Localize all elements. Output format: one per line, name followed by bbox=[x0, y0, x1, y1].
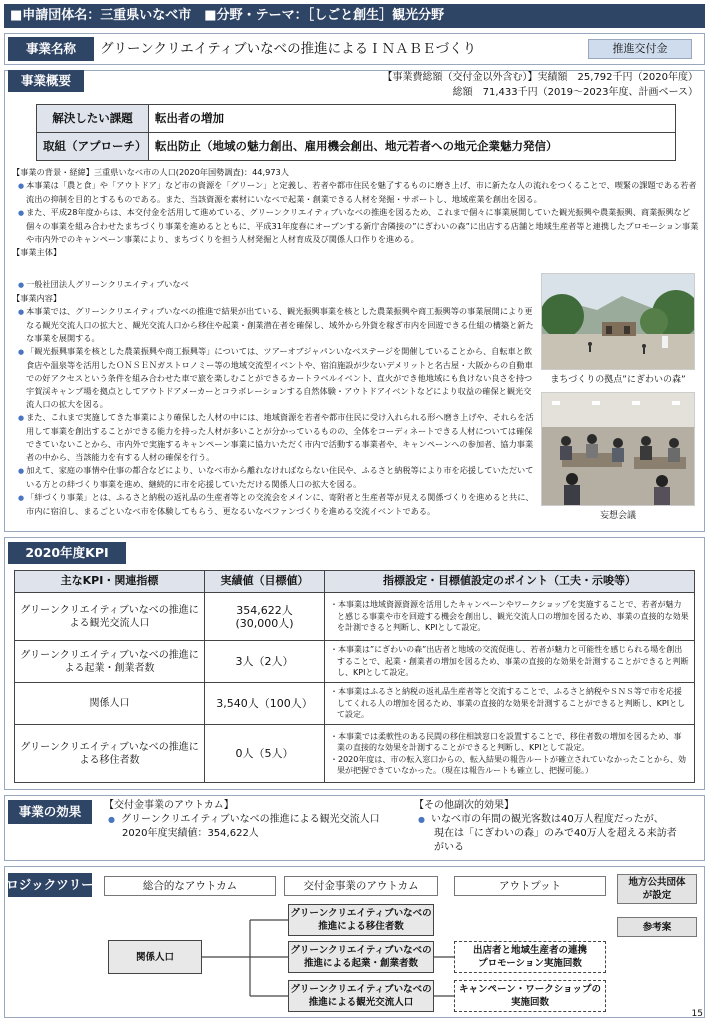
kpi-header: 主なKPI・関連指標 bbox=[15, 571, 205, 593]
local-gov-line: が設定 bbox=[642, 890, 672, 901]
other-line: 現在は「にぎわいの森」のみで40万人を超える来訪者 bbox=[434, 828, 677, 839]
kpi-actual-value: 3,540人（100人） bbox=[205, 683, 325, 725]
photo1-caption: まちづくりの拠点”にぎわいの森” bbox=[550, 375, 686, 385]
col-grant-outcome: 交付金事業のアウトカム bbox=[284, 876, 438, 896]
kpi-note-item: ・ 本事業では柔軟性のある民間の移住相談窓口を設置することで、移住者数の増加を図るため、事業の直接的な効果を計測することができると判断し、KPIとして設定。 bbox=[337, 731, 689, 754]
effects-label: 事業の効果 bbox=[8, 800, 92, 824]
node-line: プロモーション実施回数 bbox=[478, 958, 582, 969]
outcome-value: 2020年度実績値：354,622人 bbox=[122, 828, 259, 839]
kpi-target-value: (30,000人) bbox=[235, 616, 294, 630]
applicant-header: ■申請団体名：三重県いなべ市 ■分野・テーマ：［しごと創生］観光分野 bbox=[4, 4, 705, 28]
logic-root-node: 関係人口 bbox=[108, 940, 202, 974]
kpi-name: グリーンクリエイティブいなべの推進による起業・創業者数 bbox=[15, 641, 205, 683]
page-number: 15 bbox=[691, 1008, 703, 1019]
project-name-label: 事業名称 bbox=[8, 37, 94, 61]
issue-value: 転出者の増加 bbox=[149, 105, 676, 133]
node-line: グリーンクリエイティブいなべの bbox=[290, 984, 432, 995]
kpi-name: グリーンクリエイティブいなべの推進による移住者数 bbox=[15, 725, 205, 783]
node-line: 出店者と地域生産者の連携 bbox=[472, 945, 587, 956]
content-bullet: ● 本事業では、グリーンクリエイティブいなべの推進で結果が出ている、観光振興事業を核とした農業振興や商工振興等の事業展開により更なる観光交流人口の拡大と、観光交流人口から移住や起業・創業潜在者を確保し、域外から外貨を稼ぎ市内を回遊できる仕組の構築と新たな事業を展開する。 bbox=[12, 305, 534, 345]
kpi-actual-value: 0人（5人） bbox=[205, 725, 325, 783]
kpi-actual-value: 3人（2人） bbox=[205, 641, 325, 683]
node-line: キャンペーン・ワークショップの bbox=[458, 984, 602, 995]
kpi-name: 関係人口 bbox=[15, 683, 205, 725]
approach-value: 転出防止（地域の魅力創出、雇用機会創出、地元若者への地元企業魅力発信） bbox=[149, 133, 676, 161]
node-line: 推進による観光交流人口 bbox=[308, 997, 414, 1008]
project-name: グリーンクリエイティブいなべの推進によるＩＮＡＢＥづくり bbox=[100, 40, 477, 57]
entity-heading: 【事業主体】 bbox=[12, 247, 62, 257]
kpi-label: 2020年度KPI bbox=[8, 542, 126, 564]
other-line: がいる bbox=[434, 842, 464, 853]
content-heading: 【事業内容】 bbox=[12, 293, 62, 303]
col-overall-outcome: 総合的なアウトカム bbox=[104, 876, 276, 896]
node-line: 実施回数 bbox=[510, 997, 549, 1008]
content-bullet: ● 「絆づくり事業」とは、ふるさと納税の返礼品の生産者等との交流会をメインに、寄附者と生産者等が見える関係づくりを進めると共に、市内に宿泊し、まるごといなべ市を体験してもらう、更なるいなべファンづくりを進める交流イベントである。 bbox=[12, 491, 534, 518]
other-line: いなべ市の年間の観光客数は40万人程度だったが、 bbox=[430, 814, 664, 825]
background-bullet: ● 本事業は「農と食」や「アウトドア」など市の資源を「グリーン」と定義し、若者や都市住民を魅了するものに磨き上げ、市に新たな人の流れをつくることで、喫緊の課題である若者流出の抑制を目的とするものである。また、当該資源を素材にいなべで起業・創業できる人材を発掘・サポートし、地域産業を創出を図る。 bbox=[12, 179, 700, 206]
logic-output-node bbox=[454, 941, 606, 973]
other-heading: 【その他副次的効果】 bbox=[414, 800, 514, 811]
overview-label: 事業概要 bbox=[8, 70, 84, 92]
node-line: グリーンクリエイティブいなべの bbox=[290, 945, 432, 956]
logic-mid-node bbox=[288, 980, 434, 1012]
cost-actual: 【事業費総額（交付金以外含む）】実績額 25,792千円（2020年度） bbox=[382, 72, 698, 83]
outcome-heading: 【交付金事業のアウトカム】 bbox=[104, 800, 234, 811]
col-output: アウトプット bbox=[454, 876, 606, 896]
photo2-caption: 妄想会議 bbox=[599, 511, 636, 521]
issue-label: 解決したい課題 bbox=[37, 105, 149, 133]
cost-total: 総額 71,433千円（2019～2023年度、計画ベース） bbox=[452, 87, 698, 98]
entity-value: ● 一般社団法人グリーンクリエイティブいなべ bbox=[12, 278, 534, 292]
logic-output-node bbox=[454, 980, 606, 1012]
local-gov-line: 地方公共団体 bbox=[628, 877, 686, 888]
outcome-item-text: グリーンクリエイティブいなべの推進による観光交流人口 bbox=[120, 814, 380, 825]
kpi-note-item: ・ 2020年度は、市の転入窓口からの、転入結果の報告ルートが確立されていなかったことから、効果が把握できていなかった。（現在は報告ルートも確立し、把握可能。） bbox=[337, 754, 689, 777]
node-line: 推進による移住者数 bbox=[318, 921, 404, 932]
content-bullet: ● また、これまで実施してきた事業により確保した人材の中には、地域資源を若者や都市住民に受け入れられる形へ磨き上げや、それらを活用して事業を創出することができる能力を持った人材が多いことが分かっているものの、全体をコーディネートできる人材については確保できていないことから、市内外で実施するキャンペーン事業に協力いただく市内で活動する事業者や、キャンペーンへの参加者、協力事業者の中から、当該能力を有する人材の確保を行う。 bbox=[12, 411, 534, 464]
kpi-actual-value: 354,622人 bbox=[236, 603, 293, 617]
content-bullet: ● 加えて、家庭の事情や仕事の都合などにより、いなべ市から離れなければならない住民や、ふるさと納税等により市を応援していただいている方との絆づくり事業を進め、継続的に市を応援していただける関係人口の拡大を図る。 bbox=[12, 464, 534, 491]
node-line: グリーンクリエイティブいなべの bbox=[290, 908, 432, 919]
grant-type-badge: 推進交付金 bbox=[588, 39, 692, 59]
logic-mid-node bbox=[288, 904, 434, 936]
approach-label: 取組（アプローチ） bbox=[37, 133, 149, 161]
content-bullet: ● 「観光振興事業を核とした農業振興や商工振興等」については、ツアーオブジャパンいなべステージを開催していることから、自転車と飲食店や温泉等を活用したＯＮＳＥＮガストロノミー等の地域交流型イベントや、宿泊施設が少ないデメリットと名古屋・大阪からの自動車での好アクセスという条件を組み合わせた車で旅を楽しむことができるカートラベルイベント、直火ができ他地域にも負けない良さを持つ宇賀渓キャンプ場を拠点としてアウトドアメーカーとコラボレーションする自然体験・アウトドアイベントなどにより収益の確保と観光交流人口の拡大を図る。 bbox=[12, 345, 534, 411]
kpi-header: 指標設定・目標値設定のポイント（工夫・示唆等） bbox=[325, 571, 695, 593]
logic-tree-label: ロジックツリー bbox=[8, 873, 92, 897]
logic-mid-node bbox=[288, 941, 434, 973]
kpi-note-item: ・ 本事業はふるさと納税の返礼品生産者等と交流することで、ふるさと納税やＳＮＳ等で市を応援してくれる人の増加を図るため、事業の直接的な効果を計測することができると判断し、KPIとして設定。 bbox=[337, 686, 689, 721]
kpi-name: グリーンクリエイティブいなべの推進による観光交流人口 bbox=[15, 593, 205, 641]
node-line: 推進による起業・創業者数 bbox=[303, 958, 418, 969]
kpi-note-item: ・ 本事業は地域資源資源を活用したキャンペーンやワークショップを実施することで、若者が魅力と感じる事業や市を回遊する機会を創出し、観光交流人口の増加を図るため、事業の直接的な効果を計測できると判断し、KPIとして設定。 bbox=[337, 599, 689, 634]
reference-box: 参考案 bbox=[617, 917, 697, 937]
kpi-header: 実績値（目標値） bbox=[205, 571, 325, 593]
background-bullet: ● また、平成28年度からは、本交付金を活用して進めている、グリーンクリエイティブいなべの推進を図るため、これまで個々に事業展開していた観光振興や農業振興、商業振興など個々の事業を組み合わせたまちづくり事業を進めるとともに、平成31年度春にオープンする新庁舎隣接の”にぎわいの森”に出店する店舗と地域生産者等と連携したプロモーション事業や市内外でのキャンペーン事業により、まちづくりを担う人材発掘と人材育成及び関係人口作りを進める。 bbox=[12, 206, 700, 246]
background-heading: 【事業の背景・経緯】三重県いなべ市の人口(2020年国勢調査)：44,973人 bbox=[12, 167, 289, 177]
kpi-note-item: ・ 本事業は”にぎわいの森”出店者と地域の交流促進し、若者が魅力と可能性を感じられる場を創出することで、起業・創業者の増加を図るため、事業の直接的な効果を計測することができると判断し、KPIとして設定。 bbox=[337, 644, 689, 679]
